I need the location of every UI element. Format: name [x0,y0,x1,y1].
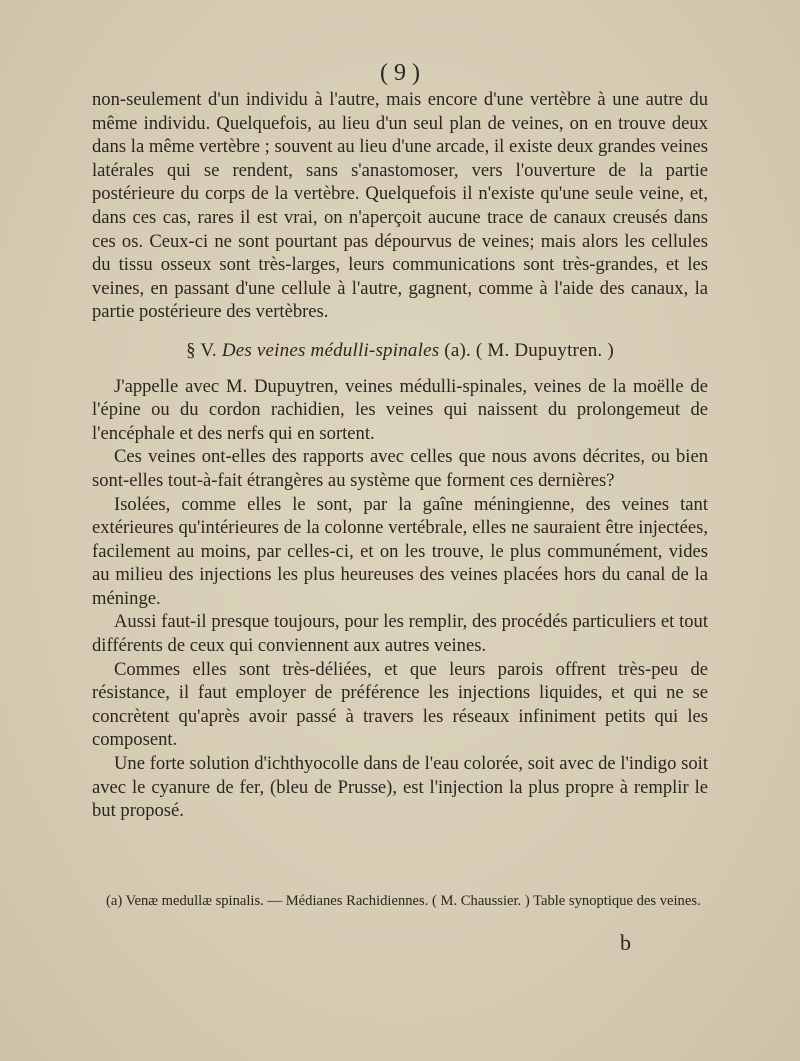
paragraph: J'appelle avec M. Dupuytren, veines médulli-spinales, veines de la moëlle de l'épine ou du cordon rachidien, les veines qui naissent du prolongemeut de l'encéphale et des nerfs qui en sortent. [92,375,708,444]
paragraph: Commes elles sont très-déliées, et que leurs parois offrent très-peu de résistance, il faut employer de préférence les injections liquides, et qui ne se concrètent qu'après avoir passé à travers les réseaux infiniment petits qui les composent. [92,658,708,751]
paragraph: non-seulement d'un individu à l'autre, mais encore d'une vertèbre à une autre du même individu. Quelquefois, au lieu d'un seul plan de veines, on en trouve deux dans la même vertèbre ; souvent au lieu d'une arcade, il existe deux grandes veines latérales qui se rendent, sans s'anastomoser, vers l'ouverture de la partie postérieure du corps de la vertèbre. Quelquefois il n'existe qu'une seule veine, et, dans ces cas, rares il est vrai, on n'aperçoit aucune trace de canaux creusés dans ces os. Ceux-ci ne sont pourtant pas dépourvus de veines; mais alors les cellules du tissu osseux sont très-larges, leurs communications sont très-grandes, et les veines, en passant d'une cellule à l'autre, gagnent, comme à l'aide des canaux, la partie postérieure des vertèbres. [92,89,708,323]
paragraph: Ces veines ont-elles des rapports avec celles que nous avons décrites, ou bien sont-elles tout-à-fait étrangères au système que forment ces dernières? [92,446,708,491]
paragraph: Une forte solution d'ichthyocolle dans de l'eau colorée, soit avec de l'indigo soit avec le cyanure de fer, (bleu de Prusse), est l'injection la plus propre à remplir le but proposé. [92,753,708,822]
section-title: Des veines médulli-spinales [221,339,440,361]
page-number: ( 9 ) [380,60,420,86]
paragraph: Isolées, comme elles le sont, par la gaîne méningienne, des veines tant extérieures qu'intérieures de la colonne vertébrale, elles ne sauraient être injectées, facilement au moins, par celles-ci, et on les trouve, le plus communément, vides au milieu des injections les plus heureuses des veines placées hors du canal de la méninge. [92,493,708,609]
section-heading [92,339,708,363]
section-attribution: ( M. Dupuytren. ) [475,339,614,361]
footnote: (a) Venæ medullæ spinalis. — Médianes Rachidiennes. ( M. Chaussier. ) Table synoptique des veines. [106,893,701,909]
footnote-reference: (a). [444,339,471,361]
signature-mark: b [620,930,631,955]
paragraph: Aussi faut-il presque toujours, pour les remplir, des procédés particuliers et tout différents de ceux qui conviennent aux autres veines. [92,611,708,657]
body-text [92,88,708,823]
section-number: § V. [186,339,217,361]
